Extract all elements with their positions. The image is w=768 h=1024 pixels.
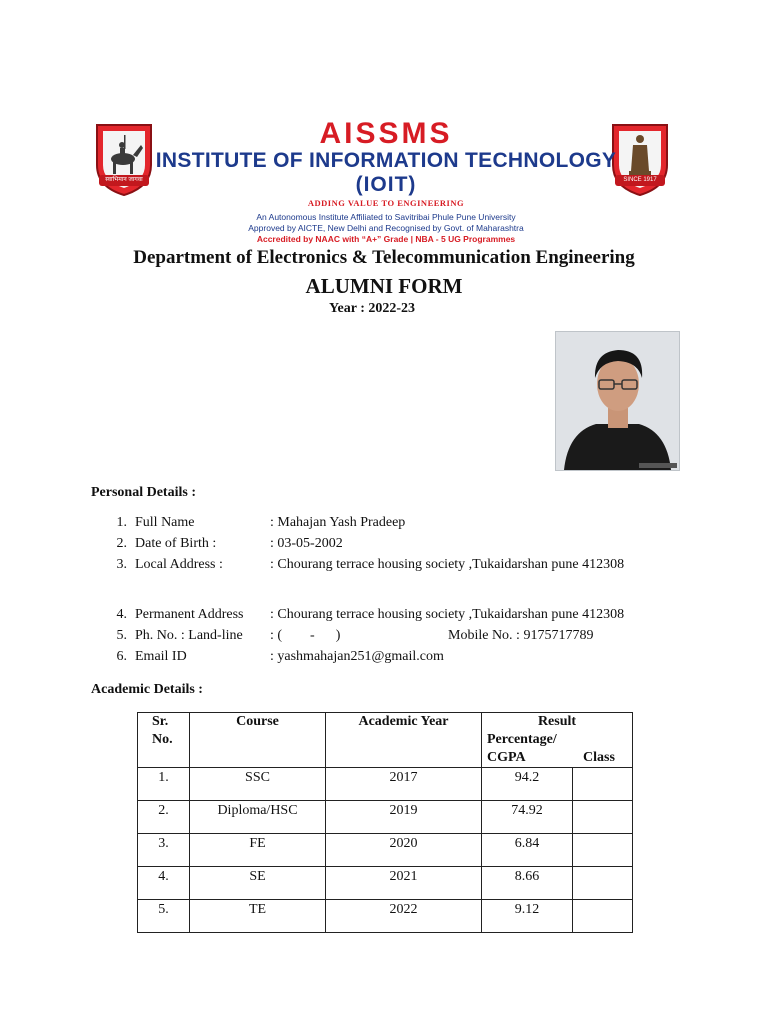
field-value: : 03-05-2002 [270,536,343,551]
cell-course: SE [190,867,326,900]
cell-course: TE [190,900,326,933]
cell-class [573,768,633,801]
affiliation-line: An Autonomous Institute Affiliated to Savitribai Phule Pune University [256,212,516,222]
cell-sr: 4. [138,867,190,900]
item-number: 5. [116,628,127,643]
header-cgpa: CGPA [487,750,526,765]
field-label: Email ID [135,649,187,664]
header-percentage: Percentage/ [487,732,557,747]
cell-result: 9.12 [482,900,573,933]
institute-banner [90,117,682,245]
cell-year: 2017 [326,768,482,801]
cell-result: 8.66 [482,867,573,900]
cell-sr: 5. [138,900,190,933]
item-number: 4. [116,607,127,622]
cell-course: Diploma/HSC [190,801,326,834]
institute-short-name: (IOIT) [355,173,417,196]
cell-result: 94.2 [482,768,573,801]
cell-sr: 3. [138,834,190,867]
cell-year: 2020 [326,834,482,867]
crest-motto-right: SINCE 1917 [615,175,665,186]
cell-class [573,801,633,834]
table-row [138,768,633,801]
header-result: Result Percentage/ CGPA Class [482,713,633,768]
landline-value: : ( - ) [270,628,341,643]
academic-table [137,712,633,933]
personal-details-heading: Personal Details : [91,485,196,500]
table-row [138,801,633,834]
approval-line: Approved by AICTE, New Delhi and Recognised by Govt. of Maharashtra [248,223,524,233]
cell-class [573,867,633,900]
item-number: 2. [116,536,127,551]
field-label: Ph. No. : Land-line [135,628,243,643]
institute-brand-name: AISSMS [319,117,453,150]
header-sr-no: Sr. No. [138,713,190,768]
field-value: : yashmahajan251@gmail.com [270,649,444,664]
cell-year: 2019 [326,801,482,834]
academic-details-heading: Academic Details : [91,682,203,697]
table-row [138,867,633,900]
department-heading: Department of Electronics & Telecommunication Engineering [133,247,635,268]
cell-course: FE [190,834,326,867]
form-title: ALUMNI FORM [305,274,463,298]
table-row [138,834,633,867]
item-number: 1. [116,515,127,530]
cell-year: 2021 [326,867,482,900]
cell-class [573,900,633,933]
cell-course: SSC [190,768,326,801]
item-number: 3. [116,557,127,572]
header-academic-year: Academic Year [326,713,482,768]
cell-class [573,834,633,867]
field-label: Date of Birth : [135,536,217,551]
cell-year: 2022 [326,900,482,933]
cell-result: 6.84 [482,834,573,867]
crest-motto-left: स्वाभिमान जागवा [99,175,149,186]
accreditation-line: Accredited by NAAC with “A+” Grade | NBA - 5 UG Programmes [256,234,516,244]
photo-stamp [639,463,677,468]
field-value: : Chourang terrace housing society ,Tukaidarshan pune 412308 [270,607,625,622]
cell-sr: 2. [138,801,190,834]
cell-result: 74.92 [482,801,573,834]
field-value: : Chourang terrace housing society ,Tukaidarshan pune 412308 [270,557,625,572]
field-value: : Mahajan Yash Pradeep [270,515,406,530]
field-label: Full Name [135,515,195,530]
field-label: Local Address : [135,557,223,572]
institute-tagline: ADDING VALUE TO ENGINEERING [307,198,465,208]
header-course: Course [190,713,326,768]
mobile-number: Mobile No. : 9175717789 [448,628,594,643]
cell-sr: 1. [138,768,190,801]
institute-name: INSTITUTE OF INFORMATION TECHNOLOGY [155,149,617,172]
academic-year: Year : 2022-23 [329,301,416,316]
table-row [138,900,633,933]
header-class: Class [583,750,615,765]
item-number: 6. [116,649,127,664]
field-label: Permanent Address [135,607,244,622]
student-photo [555,331,680,471]
